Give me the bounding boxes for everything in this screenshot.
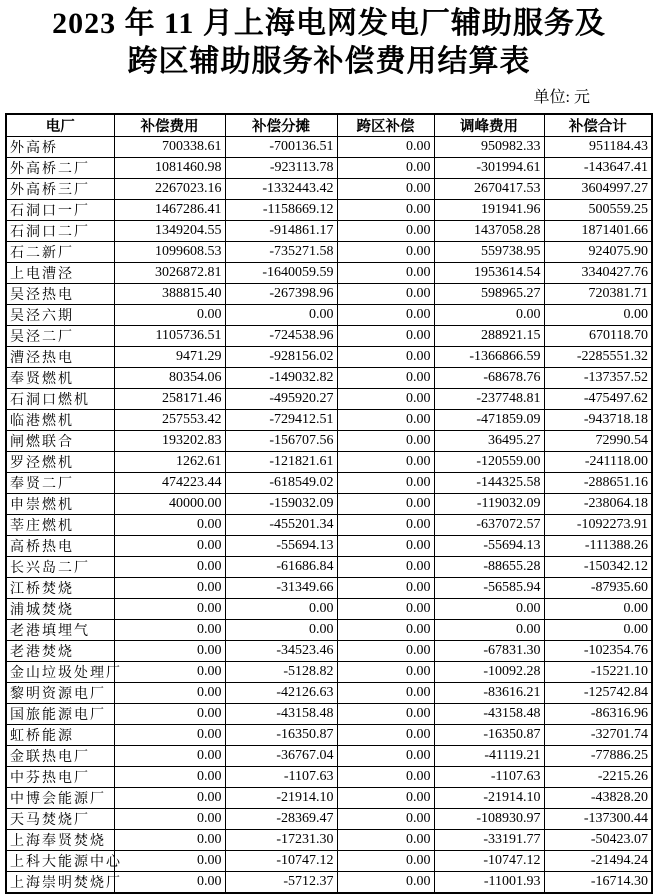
value-cell: 0.00 bbox=[337, 872, 434, 894]
plant-name-cell: 虹桥能源 bbox=[6, 725, 114, 746]
value-cell: -928156.02 bbox=[225, 347, 337, 368]
value-cell: 0.00 bbox=[337, 620, 434, 641]
plant-name-cell: 金联热电厂 bbox=[6, 746, 114, 767]
table-row bbox=[6, 158, 652, 179]
value-cell: 0.00 bbox=[337, 830, 434, 851]
value-cell: 191941.96 bbox=[434, 200, 544, 221]
value-cell: 0.00 bbox=[337, 389, 434, 410]
value-cell: 0.00 bbox=[114, 536, 225, 557]
value-cell: -125742.84 bbox=[544, 683, 652, 704]
table-row bbox=[6, 179, 652, 200]
value-cell: -137357.52 bbox=[544, 368, 652, 389]
value-cell: -11001.93 bbox=[434, 872, 544, 894]
table-row bbox=[6, 137, 652, 158]
value-cell: -1332443.42 bbox=[225, 179, 337, 200]
plant-name-cell: 申崇燃机 bbox=[6, 494, 114, 515]
value-cell: -288651.16 bbox=[544, 473, 652, 494]
value-cell: -923113.78 bbox=[225, 158, 337, 179]
value-cell: -121821.61 bbox=[225, 452, 337, 473]
value-cell: 0.00 bbox=[114, 830, 225, 851]
table-row bbox=[6, 494, 652, 515]
value-cell: 0.00 bbox=[337, 284, 434, 305]
value-cell: -1640059.59 bbox=[225, 263, 337, 284]
plant-name-cell: 吴泾六期 bbox=[6, 305, 114, 326]
value-cell: -55694.13 bbox=[434, 536, 544, 557]
table-row bbox=[6, 326, 652, 347]
table-row bbox=[6, 452, 652, 473]
plant-name-cell: 石洞口二厂 bbox=[6, 221, 114, 242]
value-cell: -149032.82 bbox=[225, 368, 337, 389]
value-cell: 0.00 bbox=[337, 431, 434, 452]
value-cell: -143647.41 bbox=[544, 158, 652, 179]
plant-name-cell: 吴泾二厂 bbox=[6, 326, 114, 347]
table-row bbox=[6, 221, 652, 242]
plant-name-cell: 金山垃圾处理厂 bbox=[6, 662, 114, 683]
value-cell: 2267023.16 bbox=[114, 179, 225, 200]
plant-name-cell: 国旅能源电厂 bbox=[6, 704, 114, 725]
value-cell: 0.00 bbox=[114, 704, 225, 725]
value-cell: 1099608.53 bbox=[114, 242, 225, 263]
value-cell: 288921.15 bbox=[434, 326, 544, 347]
value-cell: -943718.18 bbox=[544, 410, 652, 431]
table-row bbox=[6, 767, 652, 788]
value-cell: -33191.77 bbox=[434, 830, 544, 851]
plant-name-cell: 外高桥三厂 bbox=[6, 179, 114, 200]
table-row bbox=[6, 641, 652, 662]
plant-name-cell: 临港燃机 bbox=[6, 410, 114, 431]
value-cell: 720381.71 bbox=[544, 284, 652, 305]
value-cell: -2215.26 bbox=[544, 767, 652, 788]
value-cell: -86316.96 bbox=[544, 704, 652, 725]
value-cell: -120559.00 bbox=[434, 452, 544, 473]
value-cell: 474223.44 bbox=[114, 473, 225, 494]
value-cell: -16350.87 bbox=[434, 725, 544, 746]
value-cell: 0.00 bbox=[337, 158, 434, 179]
value-cell: -32701.74 bbox=[544, 725, 652, 746]
value-cell: -15221.10 bbox=[544, 662, 652, 683]
value-cell: -471859.09 bbox=[434, 410, 544, 431]
plant-name-cell: 老港焚烧 bbox=[6, 641, 114, 662]
plant-name-cell: 奉贤燃机 bbox=[6, 368, 114, 389]
value-cell: 257553.42 bbox=[114, 410, 225, 431]
table-row bbox=[6, 662, 652, 683]
value-cell: -43158.48 bbox=[434, 704, 544, 725]
value-cell: -50423.07 bbox=[544, 830, 652, 851]
value-cell: -43828.20 bbox=[544, 788, 652, 809]
value-cell: -1107.63 bbox=[225, 767, 337, 788]
table-row bbox=[6, 788, 652, 809]
value-cell: -41119.21 bbox=[434, 746, 544, 767]
value-cell: -16350.87 bbox=[225, 725, 337, 746]
value-cell: 0.00 bbox=[114, 746, 225, 767]
value-cell: 0.00 bbox=[337, 788, 434, 809]
value-cell: 0.00 bbox=[337, 179, 434, 200]
value-cell: 1871401.66 bbox=[544, 221, 652, 242]
value-cell: 3026872.81 bbox=[114, 263, 225, 284]
value-cell: -10092.28 bbox=[434, 662, 544, 683]
value-cell: 40000.00 bbox=[114, 494, 225, 515]
column-header-compensation-share: 补偿分摊 bbox=[225, 114, 337, 137]
plant-name-cell: 闸燃联合 bbox=[6, 431, 114, 452]
plant-name-cell: 上海崇明焚烧厂 bbox=[6, 872, 114, 894]
value-cell: -2285551.32 bbox=[544, 347, 652, 368]
value-cell: -495920.27 bbox=[225, 389, 337, 410]
plant-name-cell: 黎明资源电厂 bbox=[6, 683, 114, 704]
plant-name-cell: 上海奉贤焚烧 bbox=[6, 830, 114, 851]
value-cell: -88655.28 bbox=[434, 557, 544, 578]
plant-name-cell: 漕泾热电 bbox=[6, 347, 114, 368]
value-cell: 0.00 bbox=[337, 263, 434, 284]
table-row bbox=[6, 284, 652, 305]
plant-name-cell: 外高桥二厂 bbox=[6, 158, 114, 179]
table-row bbox=[6, 536, 652, 557]
plant-name-cell: 高桥热电 bbox=[6, 536, 114, 557]
value-cell: 0.00 bbox=[114, 809, 225, 830]
value-cell: 0.00 bbox=[434, 305, 544, 326]
value-cell: -34523.46 bbox=[225, 641, 337, 662]
value-cell: 0.00 bbox=[337, 641, 434, 662]
plant-name-cell: 莘庄燃机 bbox=[6, 515, 114, 536]
value-cell: -67831.30 bbox=[434, 641, 544, 662]
value-cell: -102354.76 bbox=[544, 641, 652, 662]
value-cell: 0.00 bbox=[337, 767, 434, 788]
value-cell: 0.00 bbox=[114, 767, 225, 788]
value-cell: 951184.43 bbox=[544, 137, 652, 158]
value-cell: 0.00 bbox=[337, 347, 434, 368]
value-cell: 193202.83 bbox=[114, 431, 225, 452]
plant-name-cell: 老港填埋气 bbox=[6, 620, 114, 641]
plant-name-cell: 石洞口燃机 bbox=[6, 389, 114, 410]
value-cell: 0.00 bbox=[114, 599, 225, 620]
page-title bbox=[0, 0, 658, 81]
table-row bbox=[6, 725, 652, 746]
table-row bbox=[6, 263, 652, 284]
value-cell: 0.00 bbox=[114, 641, 225, 662]
plant-name-cell: 奉贤二厂 bbox=[6, 473, 114, 494]
value-cell: 0.00 bbox=[225, 620, 337, 641]
plant-name-cell: 江桥焚烧 bbox=[6, 578, 114, 599]
value-cell: 3340427.76 bbox=[544, 263, 652, 284]
value-cell: 258171.46 bbox=[114, 389, 225, 410]
plant-name-cell: 长兴岛二厂 bbox=[6, 557, 114, 578]
plant-name-cell: 天马焚烧厂 bbox=[6, 809, 114, 830]
value-cell: 0.00 bbox=[225, 599, 337, 620]
value-cell: 0.00 bbox=[337, 557, 434, 578]
value-cell: -36767.04 bbox=[225, 746, 337, 767]
value-cell: -83616.21 bbox=[434, 683, 544, 704]
value-cell: -475497.62 bbox=[544, 389, 652, 410]
table-row bbox=[6, 305, 652, 326]
plant-name-cell: 上电漕泾 bbox=[6, 263, 114, 284]
value-cell: -77886.25 bbox=[544, 746, 652, 767]
value-cell: -68678.76 bbox=[434, 368, 544, 389]
table-row bbox=[6, 347, 652, 368]
header-row bbox=[6, 114, 652, 137]
value-cell: 1105736.51 bbox=[114, 326, 225, 347]
value-cell: -16714.30 bbox=[544, 872, 652, 894]
value-cell: 0.00 bbox=[434, 620, 544, 641]
value-cell: -237748.81 bbox=[434, 389, 544, 410]
value-cell: 0.00 bbox=[337, 473, 434, 494]
table-row bbox=[6, 389, 652, 410]
value-cell: 0.00 bbox=[225, 305, 337, 326]
plant-name-cell: 石二新厂 bbox=[6, 242, 114, 263]
table-body bbox=[6, 137, 652, 894]
column-header-crossregion-compensation: 跨区补偿 bbox=[337, 114, 434, 137]
table-row bbox=[6, 578, 652, 599]
table-row bbox=[6, 410, 652, 431]
value-cell: 500559.25 bbox=[544, 200, 652, 221]
column-header-peak-regulation-fee: 调峰费用 bbox=[434, 114, 544, 137]
plant-name-cell: 中芬热电厂 bbox=[6, 767, 114, 788]
value-cell: -21914.10 bbox=[434, 788, 544, 809]
value-cell: -735271.58 bbox=[225, 242, 337, 263]
plant-name-cell: 石洞口一厂 bbox=[6, 200, 114, 221]
table-row bbox=[6, 809, 652, 830]
value-cell: 0.00 bbox=[114, 851, 225, 872]
value-cell: 0.00 bbox=[337, 704, 434, 725]
value-cell: -5128.82 bbox=[225, 662, 337, 683]
value-cell: -28369.47 bbox=[225, 809, 337, 830]
table-row bbox=[6, 599, 652, 620]
value-cell: 0.00 bbox=[434, 599, 544, 620]
value-cell: -21494.24 bbox=[544, 851, 652, 872]
unit-label: 单位: 元 bbox=[533, 89, 590, 106]
value-cell: -119032.09 bbox=[434, 494, 544, 515]
value-cell: 0.00 bbox=[114, 515, 225, 536]
value-cell: 0.00 bbox=[114, 725, 225, 746]
value-cell: 0.00 bbox=[337, 326, 434, 347]
table-row bbox=[6, 515, 652, 536]
value-cell: -159032.09 bbox=[225, 494, 337, 515]
value-cell: 0.00 bbox=[114, 662, 225, 683]
table-row bbox=[6, 200, 652, 221]
settlement-table bbox=[5, 113, 653, 894]
value-cell: 0.00 bbox=[114, 683, 225, 704]
value-cell: 2670417.53 bbox=[434, 179, 544, 200]
table-row bbox=[6, 746, 652, 767]
plant-name-cell: 外高桥 bbox=[6, 137, 114, 158]
value-cell: -914861.17 bbox=[225, 221, 337, 242]
table-row bbox=[6, 683, 652, 704]
value-cell: 0.00 bbox=[337, 725, 434, 746]
value-cell: -241118.00 bbox=[544, 452, 652, 473]
value-cell: 670118.70 bbox=[544, 326, 652, 347]
value-cell: -1092273.91 bbox=[544, 515, 652, 536]
value-cell: 1437058.28 bbox=[434, 221, 544, 242]
value-cell: 0.00 bbox=[114, 305, 225, 326]
value-cell: -31349.66 bbox=[225, 578, 337, 599]
value-cell: 0.00 bbox=[337, 809, 434, 830]
value-cell: 598965.27 bbox=[434, 284, 544, 305]
value-cell: 1262.61 bbox=[114, 452, 225, 473]
value-cell: -56585.94 bbox=[434, 578, 544, 599]
value-cell: 0.00 bbox=[337, 242, 434, 263]
page-title-line2: 跨区辅助服务补偿费用结算表 bbox=[127, 45, 531, 78]
column-header-plant: 电厂 bbox=[6, 114, 114, 137]
value-cell: 0.00 bbox=[337, 662, 434, 683]
value-cell: 0.00 bbox=[337, 494, 434, 515]
plant-name-cell: 上科大能源中心 bbox=[6, 851, 114, 872]
value-cell: -10747.12 bbox=[225, 851, 337, 872]
table-row bbox=[6, 431, 652, 452]
value-cell: 0.00 bbox=[337, 746, 434, 767]
value-cell: 0.00 bbox=[114, 557, 225, 578]
page-title-line1: 2023 年 11 月上海电网发电厂辅助服务及 bbox=[52, 7, 606, 40]
value-cell: -729412.51 bbox=[225, 410, 337, 431]
value-cell: 1953614.54 bbox=[434, 263, 544, 284]
value-cell: -42126.63 bbox=[225, 683, 337, 704]
value-cell: -17231.30 bbox=[225, 830, 337, 851]
plant-name-cell: 中博会能源厂 bbox=[6, 788, 114, 809]
value-cell: -10747.12 bbox=[434, 851, 544, 872]
value-cell: 1349204.55 bbox=[114, 221, 225, 242]
value-cell: 0.00 bbox=[114, 788, 225, 809]
value-cell: -1158669.12 bbox=[225, 200, 337, 221]
value-cell: 0.00 bbox=[337, 221, 434, 242]
value-cell: -724538.96 bbox=[225, 326, 337, 347]
value-cell: 3604997.27 bbox=[544, 179, 652, 200]
value-cell: 0.00 bbox=[337, 683, 434, 704]
value-cell: 0.00 bbox=[337, 452, 434, 473]
value-cell: -5712.37 bbox=[225, 872, 337, 894]
value-cell: 700338.61 bbox=[114, 137, 225, 158]
value-cell: 9471.29 bbox=[114, 347, 225, 368]
plant-name-cell: 浦城焚烧 bbox=[6, 599, 114, 620]
value-cell: -156707.56 bbox=[225, 431, 337, 452]
value-cell: -267398.96 bbox=[225, 284, 337, 305]
value-cell: 0.00 bbox=[337, 137, 434, 158]
value-cell: 0.00 bbox=[544, 620, 652, 641]
plant-name-cell: 罗泾燃机 bbox=[6, 452, 114, 473]
table-row bbox=[6, 557, 652, 578]
value-cell: -455201.34 bbox=[225, 515, 337, 536]
value-cell: -111388.26 bbox=[544, 536, 652, 557]
value-cell: 0.00 bbox=[544, 599, 652, 620]
plant-name-cell: 吴泾热电 bbox=[6, 284, 114, 305]
value-cell: 0.00 bbox=[544, 305, 652, 326]
value-cell: 0.00 bbox=[114, 578, 225, 599]
value-cell: 0.00 bbox=[337, 599, 434, 620]
value-cell: -43158.48 bbox=[225, 704, 337, 725]
value-cell: 36495.27 bbox=[434, 431, 544, 452]
value-cell: -700136.51 bbox=[225, 137, 337, 158]
value-cell: 1467286.41 bbox=[114, 200, 225, 221]
value-cell: 0.00 bbox=[337, 410, 434, 431]
value-cell: -137300.44 bbox=[544, 809, 652, 830]
table-row bbox=[6, 872, 652, 894]
value-cell: 388815.40 bbox=[114, 284, 225, 305]
value-cell: 0.00 bbox=[337, 578, 434, 599]
value-cell: 0.00 bbox=[337, 536, 434, 557]
table-row bbox=[6, 830, 652, 851]
value-cell: -1107.63 bbox=[434, 767, 544, 788]
value-cell: -108930.97 bbox=[434, 809, 544, 830]
value-cell: 924075.90 bbox=[544, 242, 652, 263]
table-row bbox=[6, 704, 652, 725]
value-cell: -21914.10 bbox=[225, 788, 337, 809]
value-cell: -238064.18 bbox=[544, 494, 652, 515]
value-cell: -87935.60 bbox=[544, 578, 652, 599]
column-header-compensation-fee: 补偿费用 bbox=[114, 114, 225, 137]
value-cell: -1366866.59 bbox=[434, 347, 544, 368]
value-cell: -144325.58 bbox=[434, 473, 544, 494]
table-row bbox=[6, 851, 652, 872]
value-cell: 0.00 bbox=[337, 515, 434, 536]
value-cell: 950982.33 bbox=[434, 137, 544, 158]
value-cell: 0.00 bbox=[337, 851, 434, 872]
value-cell: 0.00 bbox=[337, 305, 434, 326]
column-header-compensation-total: 补偿合计 bbox=[544, 114, 652, 137]
value-cell: -55694.13 bbox=[225, 536, 337, 557]
value-cell: 0.00 bbox=[337, 368, 434, 389]
value-cell: -150342.12 bbox=[544, 557, 652, 578]
value-cell: -301994.61 bbox=[434, 158, 544, 179]
value-cell: 0.00 bbox=[114, 620, 225, 641]
table-row bbox=[6, 473, 652, 494]
value-cell: -637072.57 bbox=[434, 515, 544, 536]
value-cell: -618549.02 bbox=[225, 473, 337, 494]
value-cell: 0.00 bbox=[114, 872, 225, 894]
value-cell: 1081460.98 bbox=[114, 158, 225, 179]
value-cell: 559738.95 bbox=[434, 242, 544, 263]
value-cell: 80354.06 bbox=[114, 368, 225, 389]
value-cell: 72990.54 bbox=[544, 431, 652, 452]
table-row bbox=[6, 620, 652, 641]
table-row bbox=[6, 242, 652, 263]
value-cell: -61686.84 bbox=[225, 557, 337, 578]
table-row bbox=[6, 368, 652, 389]
value-cell: 0.00 bbox=[337, 200, 434, 221]
